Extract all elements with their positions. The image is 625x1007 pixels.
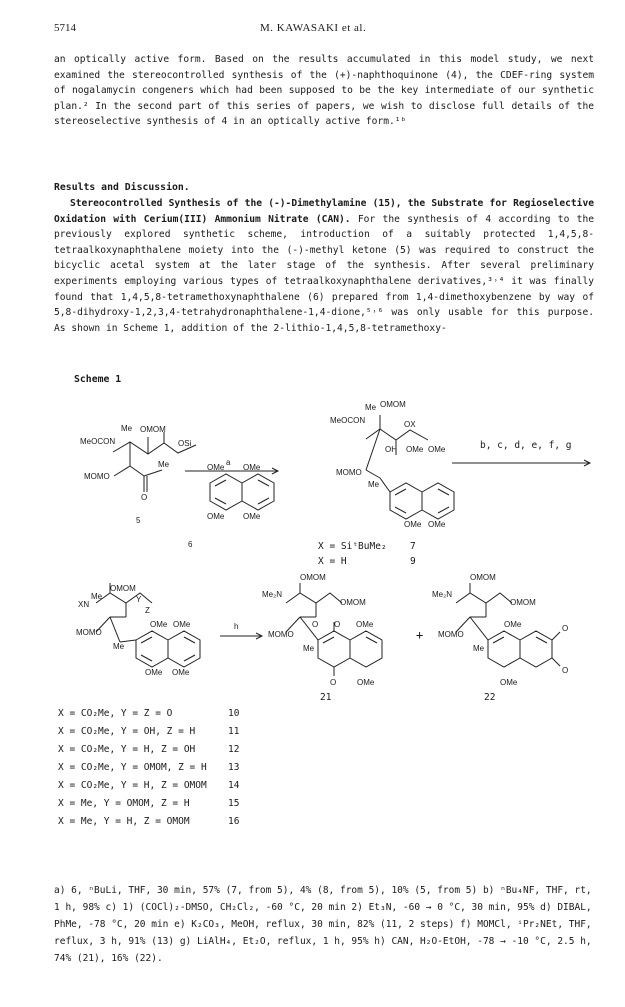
subst-num-15: 15 bbox=[228, 798, 240, 809]
c22-ome: OMe bbox=[504, 620, 522, 629]
scheme-title: Scheme 1 bbox=[74, 374, 122, 385]
c7-oh-label: OH bbox=[385, 445, 397, 454]
c7-ome-1: OMe bbox=[406, 445, 424, 454]
row1-num-9: 9 bbox=[410, 556, 416, 567]
subst-num-12: 12 bbox=[228, 744, 240, 755]
row1-label-9: X = H bbox=[318, 556, 347, 567]
c5-omom-label: OMOM bbox=[140, 425, 166, 434]
c21-me: Me bbox=[303, 644, 315, 653]
row1-num-7: 7 bbox=[410, 541, 416, 552]
subst-num-13: 13 bbox=[228, 762, 240, 773]
c10-ome-3: OMe bbox=[145, 668, 163, 677]
reaction-conditions bbox=[54, 882, 594, 967]
c7-omom-label: OMOM bbox=[380, 400, 406, 409]
subst-row-10: X = CO₂Me, Y = Z = O bbox=[58, 708, 173, 719]
compound-6-number: 6 bbox=[188, 540, 193, 549]
compound-7-structure bbox=[366, 415, 454, 519]
compound-21-number: 21 bbox=[320, 692, 332, 703]
page-number: 5714 bbox=[54, 22, 76, 34]
subst-row-15: X = Me, Y = OMOM, Z = H bbox=[58, 798, 190, 809]
c21-ome2: OMe bbox=[357, 678, 375, 687]
arrow-h-label: h bbox=[234, 622, 239, 631]
subst-row-16: X = Me, Y = H, Z = OMOM bbox=[58, 816, 190, 827]
c21-momo: MOMO bbox=[268, 630, 294, 639]
c5-momo-label: MOMO bbox=[84, 472, 110, 481]
plus-sign: + bbox=[416, 628, 424, 642]
c7-ome-4: OMe bbox=[428, 520, 446, 529]
arrow-b-g-label: b, c, d, e, f, g bbox=[480, 440, 572, 451]
c6-ome-br: OMe bbox=[243, 512, 261, 521]
c7-ox-label: OX bbox=[404, 420, 416, 429]
c21-me2n: Me₂N bbox=[262, 590, 282, 599]
c7-momo-label: MOMO bbox=[336, 468, 362, 477]
subst-row-12: X = CO₂Me, Y = H, Z = OH bbox=[58, 744, 196, 755]
arrow-a bbox=[185, 468, 278, 474]
subst-row-14: X = CO₂Me, Y = H, Z = OMOM bbox=[58, 780, 207, 791]
c7-ome-2: OMe bbox=[428, 445, 446, 454]
c21-o3: O bbox=[330, 678, 337, 687]
running-title: M. KAWASAKI et al. bbox=[260, 22, 367, 34]
c22-me: Me bbox=[473, 644, 485, 653]
c10-me2-label: Me bbox=[113, 642, 125, 651]
subst-row-13: X = CO₂Me, Y = OMOM, Z = H bbox=[58, 762, 207, 773]
c7-me2-label: Me bbox=[368, 480, 380, 489]
c22-momo: MOMO bbox=[438, 630, 464, 639]
arrow-h bbox=[220, 633, 262, 639]
c22-o: O bbox=[562, 624, 569, 633]
c10-ome-2: OMe bbox=[173, 620, 191, 629]
c7-ome-3: OMe bbox=[404, 520, 422, 529]
c10-z-label: Z bbox=[145, 606, 150, 615]
c22-omom-top: OMOM bbox=[470, 573, 496, 582]
subst-num-11: 11 bbox=[228, 726, 240, 737]
c5-meocon-label: MeOCON bbox=[80, 437, 116, 446]
subsection-text: For the synthesis of 4 according to the previously explored synthetic scheme, introduction of a suitably protected 1,4,5,8-tetraalkoxynaphthalene moiety into the (-)-methyl ketone (5) was required to construct the bicyclic acetal system at the later stage of the synthesis. After several preliminary experiments employing various types of tetraalkoxynaphthalene derivatives,³˒⁴ it was finally found that 1,4,5,8-tetramethoxynaphthalene (6) prepared from 1,4-dimethoxybenzene by way of 5,8-dihydroxy-1,2,3,4-tetrahydronaphthalene-1,4-dione,⁵˒⁶ was only usable for this purpose. As shown in Scheme 1, addition of the 2-lithio-1,4,5,8-tetramethoxy- bbox=[54, 213, 595, 334]
c5-osi-label: OSi bbox=[178, 439, 192, 448]
section-heading: Results and Discussion. bbox=[54, 182, 190, 193]
c21-ome: OMe bbox=[356, 620, 374, 629]
compound-5-number: 5 bbox=[136, 516, 141, 525]
c5-me2-label: Me bbox=[158, 460, 170, 469]
c10-me-label: Me bbox=[91, 592, 103, 601]
c5-me-label: Me bbox=[121, 424, 133, 433]
c21-o: O bbox=[312, 620, 319, 629]
c6-ome-tl: OMe bbox=[207, 463, 225, 472]
c10-xn-label: XN bbox=[78, 600, 90, 609]
c21-omom: OMOM bbox=[340, 598, 366, 607]
compound-22-number: 22 bbox=[484, 692, 496, 703]
c22-ome2: OMe bbox=[500, 678, 518, 687]
subst-num-14: 14 bbox=[228, 780, 240, 791]
c10-y-label: Y bbox=[136, 595, 142, 604]
intro-paragraph: an optically active form. Based on the results accumulated in this model study, we next examined the stereocontrolled synthesis of the (+)-naphthoquinone (4), the CDEF-ring system of nogalamycin congeners which had been supposed to be the key intermediate of our synthetic plan.² In the second part of this series of papers, we wish to disclose full details of the stereoselective synthesis of 4 in an optically active form.¹ᵇ bbox=[54, 54, 594, 128]
subsection-heading: Stereocontrolled Synthesis of the (-)-Dimethylamine (15), the Substrate for Regioselective Oxidation with Cerium(III) Ammonium Nitrate (CAN). bbox=[54, 198, 594, 225]
c21-omom-top: OMOM bbox=[300, 573, 326, 582]
c5-o-label: O bbox=[141, 493, 148, 502]
c22-o2: O bbox=[562, 666, 569, 675]
c10-omom-label: OMOM bbox=[110, 584, 136, 593]
subst-row-11: X = CO₂Me, Y = OH, Z = H bbox=[58, 726, 196, 737]
conditions-text: a) 6, ⁿBuLi, THF, 30 min, 57% (7, from 5), 4% (8, from 5), 10% (5, from 5) b) ⁿBu₄NF, THF, rt, 1 h, 98% c) 1) (COCl)₂-DMSO, CH₂Cl₂, -60 °C, 20 min 2) Et₃N, -60 → 0 °C, 30 min, 95% d) DIBAL, PhMe, -78 °C, 20 min e) K₂CO₃, MeOH, reflux, 30 min, 82% (11, 2 steps) f) MOMCl, ⁱPr₂NEt, THF, reflux, 3 h, 91% (13) g) LiAlH₄, Et₂O, reflux, 1 h, 95% h) CAN, H₂O-EtOH, -78 → -10 °C, 2.5 h, 74% (21), 16% (22). bbox=[54, 885, 592, 964]
c7-meocon-label: MeOCON bbox=[330, 416, 366, 425]
compound-6-structure bbox=[210, 474, 274, 510]
c22-me2n: Me₂N bbox=[432, 590, 452, 599]
c21-o2: O bbox=[334, 620, 341, 629]
c6-ome-bl: OMe bbox=[207, 512, 225, 521]
compound-21-structure bbox=[286, 583, 382, 676]
c6-ome-tr: OMe bbox=[243, 463, 261, 472]
c10-ome-4: OMe bbox=[172, 668, 190, 677]
c10-ome-1: OMe bbox=[150, 620, 168, 629]
arrow-b-g bbox=[452, 460, 590, 466]
subst-num-16: 16 bbox=[228, 816, 240, 827]
subst-num-10: 10 bbox=[228, 708, 240, 719]
c7-me-label: Me bbox=[365, 403, 377, 412]
arrow-a-label: a bbox=[226, 458, 231, 467]
c22-omom: OMOM bbox=[510, 598, 536, 607]
row1-label-7: X = SiᵗBuMe₂ bbox=[318, 541, 387, 552]
c10-momo-label: MOMO bbox=[76, 628, 102, 637]
